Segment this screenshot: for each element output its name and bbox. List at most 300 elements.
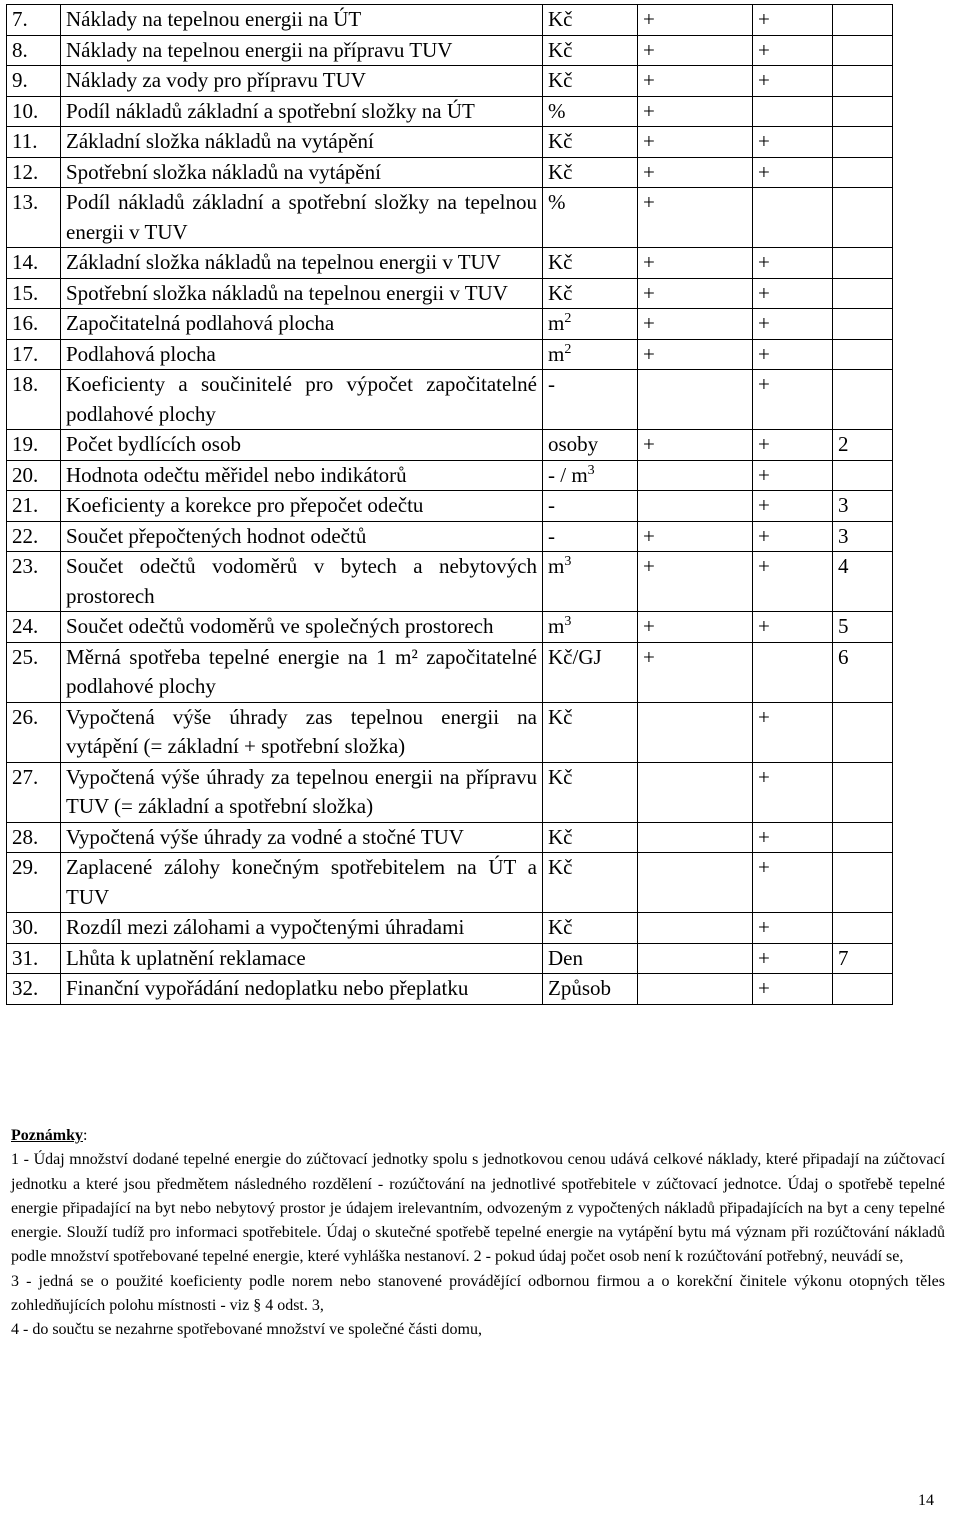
row-note-ref: [833, 642, 893, 702]
row-flag-a: [638, 278, 753, 309]
table-row: [7, 309, 893, 340]
page-number: 14: [918, 1492, 934, 1509]
row-flag-b: [753, 35, 833, 66]
row-number-text: 10.: [12, 98, 39, 123]
billing-items-table: [6, 4, 893, 1005]
row-note-ref-text: 2: [838, 432, 849, 456]
row-flag-b: [753, 460, 833, 491]
row-label: [61, 460, 543, 491]
row-label-text: Započitatelná podlahová plocha: [66, 311, 335, 335]
unit-superscript: 2: [564, 311, 572, 326]
row-label: [61, 521, 543, 552]
row-number-text: 27.: [12, 764, 39, 789]
row-number: [7, 491, 61, 522]
row-label-text: Vypočtená výše úhrady za tepelnou energii na přípravu TUV (= základní a spotřební složka): [66, 764, 537, 818]
note-1: 1 - Údaj množství dodané tepelné energie do zúčtovací jednotky spolu s jednotkovou cenou udává celkové náklady, které připadají na zúčtovací jednotku a které jsou předmětem následného rozdělení - rozúčtování na jednotlivé spotřebitele v zúčtovací jednotce. Údaj o spotřebě tepelné energie připadající na byt nebo nebytový prostor je údajem irelevantním, odvozeným z vypočtených nákladů připadajících na byt a ceny tepelné energie. Slouží tudíž pro informaci spotřebitele. Údaj o skutečné spotřebě tepelné energie na vytápění bytu má význam při rozúčtování nákladů podle množství spotřebované tepelné energie, které vyhláška nestanoví. 2 - pokud údaj počet osob není k rozúčtování potřebný, neuvádí se,: [11, 1151, 945, 1266]
row-number-text: 26.: [12, 704, 39, 729]
table-row: [7, 762, 893, 822]
row-flag-a-text: +: [643, 523, 655, 548]
row-note-ref: [833, 943, 893, 974]
row-note-ref: [833, 460, 893, 491]
row-unit: [543, 552, 638, 612]
row-label-text: Součet přepočtených hodnot odečtů: [66, 523, 367, 548]
unit-superscript: 3: [564, 554, 572, 569]
row-unit-text: -: [548, 493, 555, 517]
row-flag-a: [638, 642, 753, 702]
row-flag-b-text: +: [758, 7, 770, 31]
note-4: 4 - do součtu se nezahrne spotřebované množství ve společné části domu,: [11, 1321, 482, 1339]
row-number-text: 7.: [12, 7, 28, 31]
row-flag-b-text: +: [758, 432, 770, 456]
row-flag-b: [753, 309, 833, 340]
row-flag-a: [638, 974, 753, 1005]
row-label: [61, 491, 543, 522]
row-number: [7, 127, 61, 158]
row-flag-b: [753, 370, 833, 430]
table-row: [7, 521, 893, 552]
table-row: [7, 248, 893, 279]
row-number: [7, 822, 61, 853]
row-flag-a: [638, 943, 753, 974]
row-number-text: 24.: [12, 614, 39, 638]
row-flag-b: [753, 339, 833, 370]
row-number-text: 15.: [12, 280, 39, 305]
notes-heading: Poznámky: [11, 1127, 83, 1144]
row-label: [61, 248, 543, 279]
row-note-ref: [833, 309, 893, 340]
row-label-text: Spotřební složka nákladů na vytápění: [66, 159, 381, 184]
row-number: [7, 248, 61, 279]
row-flag-b-text: +: [758, 976, 770, 1000]
table-row: [7, 339, 893, 370]
row-unit-text: %: [548, 98, 566, 123]
row-label: [61, 127, 543, 158]
row-note-ref: [833, 430, 893, 461]
row-flag-a-text: +: [643, 37, 655, 62]
row-note-ref: [833, 157, 893, 188]
row-flag-a: [638, 491, 753, 522]
row-number-text: 28.: [12, 824, 39, 849]
row-flag-a: [638, 96, 753, 127]
row-label-text: Počet bydlících osob: [66, 432, 241, 456]
row-flag-a: [638, 188, 753, 248]
row-unit: [543, 913, 638, 944]
row-note-ref: [833, 612, 893, 643]
row-flag-b: [753, 521, 833, 552]
row-flag-b: [753, 943, 833, 974]
row-number: [7, 702, 61, 762]
row-flag-b: [753, 612, 833, 643]
row-unit: [543, 188, 638, 248]
row-flag-b: [753, 552, 833, 612]
row-flag-b: [753, 127, 833, 158]
row-flag-b-text: +: [758, 764, 770, 789]
row-flag-b-text: +: [758, 855, 770, 879]
row-flag-b: [753, 762, 833, 822]
table-row: [7, 642, 893, 702]
table-row: [7, 96, 893, 127]
row-number-text: 23.: [12, 554, 39, 578]
row-number: [7, 430, 61, 461]
row-flag-a: [638, 460, 753, 491]
row-flag-b-text: +: [758, 824, 770, 849]
row-label: [61, 35, 543, 66]
row-label: [61, 96, 543, 127]
row-number-text: 19.: [12, 432, 39, 456]
row-unit: [543, 370, 638, 430]
row-flag-a-text: +: [643, 68, 655, 92]
row-number-text: 11.: [12, 129, 38, 153]
row-number: [7, 188, 61, 248]
row-flag-b-text: +: [758, 341, 770, 366]
row-number: [7, 913, 61, 944]
row-number: [7, 5, 61, 36]
table-row: [7, 5, 893, 36]
row-unit: [543, 66, 638, 97]
row-label: [61, 762, 543, 822]
unit-superscript: 3: [564, 614, 572, 629]
row-label-text: Koeficienty a korekce pro přepočet odečtu: [66, 493, 424, 517]
row-label: [61, 702, 543, 762]
row-unit-text: Kč: [548, 280, 573, 305]
row-flag-b: [753, 96, 833, 127]
row-label: [61, 188, 543, 248]
row-unit-text: m: [548, 311, 565, 335]
row-flag-b-text: +: [758, 129, 770, 153]
row-flag-a: [638, 430, 753, 461]
row-note-ref: [833, 96, 893, 127]
row-number: [7, 552, 61, 612]
row-flag-b: [753, 974, 833, 1005]
notes-section: [11, 1124, 945, 1343]
row-flag-b: [753, 248, 833, 279]
row-unit: [543, 702, 638, 762]
row-unit: [543, 248, 638, 279]
row-note-ref: [833, 127, 893, 158]
row-flag-b: [753, 491, 833, 522]
row-flag-b-text: +: [758, 554, 770, 578]
row-flag-a-text: +: [643, 190, 655, 214]
row-unit: [543, 278, 638, 309]
row-label-text: Základní složka nákladů na tepelnou energii v TUV: [66, 250, 501, 274]
notes-heading-colon: :: [83, 1127, 88, 1144]
row-note-ref-text: 6: [838, 644, 849, 669]
row-label-text: Základní složka nákladů na vytápění: [66, 129, 374, 153]
row-note-ref: [833, 974, 893, 1005]
row-unit-text: Kč: [548, 855, 573, 879]
row-flag-a: [638, 702, 753, 762]
row-unit-text: m: [548, 341, 565, 366]
row-unit-text: %: [548, 190, 566, 214]
row-unit-text: Kč: [548, 37, 573, 62]
row-note-ref: [833, 370, 893, 430]
row-label: [61, 552, 543, 612]
row-note-ref-text: 7: [838, 945, 849, 970]
row-flag-b: [753, 5, 833, 36]
row-unit: [543, 5, 638, 36]
row-note-ref: [833, 491, 893, 522]
row-flag-a: [638, 309, 753, 340]
row-flag-a-text: +: [643, 432, 655, 456]
row-unit-text: Kč: [548, 704, 573, 729]
table-body: [7, 5, 893, 1005]
row-number: [7, 974, 61, 1005]
row-flag-b-text: +: [758, 37, 770, 62]
table-row: [7, 35, 893, 66]
row-label-text: Lhůta k uplatnění reklamace: [66, 945, 306, 970]
row-flag-b-text: +: [758, 68, 770, 92]
row-number: [7, 339, 61, 370]
row-label: [61, 943, 543, 974]
row-number-text: 31.: [12, 945, 39, 970]
row-number: [7, 853, 61, 913]
row-label-text: Rozdíl mezi zálohami a vypočtenými úhradami: [66, 915, 465, 939]
table-row: [7, 913, 893, 944]
row-note-ref: [833, 188, 893, 248]
row-note-ref-text: 4: [838, 554, 849, 578]
table-row: [7, 853, 893, 913]
row-label-text: Hodnota odečtu měřidel nebo indikátorů: [66, 462, 407, 487]
row-flag-a: [638, 552, 753, 612]
row-unit-text: Kč: [548, 824, 573, 849]
row-note-ref: [833, 339, 893, 370]
unit-superscript: 2: [564, 341, 572, 357]
row-number-text: 25.: [12, 644, 39, 669]
row-flag-b-text: +: [758, 159, 770, 184]
row-unit: [543, 822, 638, 853]
row-number: [7, 96, 61, 127]
row-label-text: Podíl nákladů základní a spotřební složky na ÚT: [66, 98, 475, 123]
row-unit-text: m: [548, 554, 565, 578]
row-unit: [543, 460, 638, 491]
table-row: [7, 612, 893, 643]
row-flag-a: [638, 762, 753, 822]
table-row: [7, 370, 893, 430]
row-unit: [543, 491, 638, 522]
row-unit: [543, 339, 638, 370]
row-number: [7, 309, 61, 340]
row-flag-b: [753, 66, 833, 97]
row-number-text: 32.: [12, 976, 39, 1000]
table-row: [7, 127, 893, 158]
row-unit-text: Kč: [548, 68, 573, 92]
row-label-text: Zaplacené zálohy konečným spotřebitelem na ÚT a TUV: [66, 855, 537, 909]
notes-heading-line: [11, 1124, 945, 1148]
row-flag-a: [638, 853, 753, 913]
row-flag-a-text: +: [643, 7, 655, 31]
row-number-text: 14.: [12, 250, 39, 274]
row-label: [61, 278, 543, 309]
row-number-text: 21.: [12, 493, 39, 517]
row-label: [61, 157, 543, 188]
row-flag-b: [753, 430, 833, 461]
row-label-text: Vypočtená výše úhrady zas tepelnou energii na vytápění (= základní + spotřební složka): [66, 704, 537, 758]
row-flag-a: [638, 35, 753, 66]
row-note-ref-text: 3: [838, 523, 849, 548]
row-flag-b-text: +: [758, 372, 770, 396]
row-unit: [543, 974, 638, 1005]
row-number-text: 12.: [12, 159, 39, 184]
row-flag-b: [753, 853, 833, 913]
row-label: [61, 974, 543, 1005]
row-note-ref: [833, 552, 893, 612]
row-label: [61, 612, 543, 643]
row-unit-text: Kč: [548, 764, 573, 789]
row-note-ref-text: 3: [838, 493, 849, 517]
row-unit: [543, 96, 638, 127]
row-flag-a-text: +: [643, 129, 655, 153]
row-note-ref: [833, 521, 893, 552]
row-note-ref: [833, 762, 893, 822]
row-unit: [543, 943, 638, 974]
row-number-text: 17.: [12, 341, 39, 366]
row-label: [61, 430, 543, 461]
row-flag-a-text: +: [643, 554, 655, 578]
row-number: [7, 521, 61, 552]
row-unit-text: Kč: [548, 159, 573, 184]
table-row: [7, 278, 893, 309]
row-flag-a-text: +: [643, 98, 655, 123]
row-label: [61, 853, 543, 913]
row-flag-b-text: +: [758, 704, 770, 729]
row-number: [7, 278, 61, 309]
row-flag-a-text: +: [643, 250, 655, 274]
table-row: [7, 460, 893, 491]
row-number-text: 18.: [12, 372, 39, 396]
row-unit: [543, 642, 638, 702]
row-unit-text: Způsob: [548, 976, 611, 1000]
note-3: 3 - jedná se o použité koeficienty podle norem nebo stanovené provádějící odbornou firmou a o korekční činitele výkonu otopných těles zohledňujících polohu místnosti - viz § 4 odst. 3,: [11, 1272, 945, 1315]
row-flag-a-text: +: [643, 159, 655, 184]
row-flag-b-text: +: [758, 614, 770, 638]
row-flag-b: [753, 278, 833, 309]
row-flag-a: [638, 370, 753, 430]
row-unit-text: Kč: [548, 129, 573, 153]
row-unit-text: Kč/GJ: [548, 644, 602, 669]
row-number: [7, 66, 61, 97]
row-flag-a: [638, 822, 753, 853]
row-flag-a: [638, 157, 753, 188]
row-label: [61, 822, 543, 853]
row-unit: [543, 521, 638, 552]
row-number-text: 16.: [12, 311, 39, 335]
row-flag-b-text: +: [758, 311, 770, 335]
row-flag-a-text: +: [643, 644, 655, 669]
row-flag-a: [638, 66, 753, 97]
row-label: [61, 370, 543, 430]
row-number: [7, 642, 61, 702]
row-label-text: Koeficienty a součinitelé pro výpočet započitatelné podlahové plochy: [66, 372, 537, 426]
row-flag-b: [753, 157, 833, 188]
row-number-text: 29.: [12, 855, 39, 879]
row-flag-a-text: +: [643, 311, 655, 335]
row-number: [7, 612, 61, 643]
row-unit-text: Kč: [548, 7, 573, 31]
row-flag-b-text: +: [758, 523, 770, 548]
table-row: [7, 943, 893, 974]
table-row: [7, 491, 893, 522]
row-unit-text: Kč: [548, 250, 573, 274]
row-flag-b: [753, 822, 833, 853]
row-note-ref: [833, 822, 893, 853]
row-flag-a: [638, 127, 753, 158]
row-label-text: Vypočtená výše úhrady za vodné a stočné TUV: [66, 824, 464, 849]
row-flag-b-text: +: [758, 945, 770, 970]
table-row: [7, 552, 893, 612]
row-flag-a: [638, 5, 753, 36]
row-number-text: 22.: [12, 523, 39, 548]
row-note-ref: [833, 702, 893, 762]
table-row: [7, 430, 893, 461]
row-label-text: Náklady na tepelnou energii na přípravu TUV: [66, 37, 453, 62]
row-label-text: Měrná spotřeba tepelné energie na 1 m² započitatelné podlahové plochy: [66, 644, 537, 698]
row-unit-text: m: [548, 614, 565, 638]
row-label-text: Podíl nákladů základní a spotřební složky na tepelnou energii v TUV: [66, 190, 537, 244]
table-row: [7, 974, 893, 1005]
row-number: [7, 943, 61, 974]
row-label-text: Náklady na tepelnou energii na ÚT: [66, 7, 362, 31]
row-label: [61, 339, 543, 370]
row-label: [61, 66, 543, 97]
row-unit: [543, 762, 638, 822]
row-label-text: Spotřební složka nákladů na tepelnou energii v TUV: [66, 280, 508, 305]
row-unit-text: - / m: [548, 462, 588, 487]
row-label: [61, 913, 543, 944]
row-note-ref: [833, 278, 893, 309]
row-unit: [543, 612, 638, 643]
row-flag-b-text: +: [758, 493, 770, 517]
row-flag-b: [753, 913, 833, 944]
row-unit-text: osoby: [548, 432, 599, 456]
row-number-text: 13.: [12, 190, 39, 214]
table-row: [7, 188, 893, 248]
row-unit: [543, 853, 638, 913]
row-note-ref: [833, 913, 893, 944]
row-flag-b-text: +: [758, 280, 770, 305]
row-number-text: 30.: [12, 915, 39, 939]
row-flag-a: [638, 521, 753, 552]
table-row: [7, 66, 893, 97]
row-flag-b: [753, 188, 833, 248]
row-unit-text: -: [548, 523, 555, 548]
row-label-text: Součet odečtů vodoměrů ve společných prostorech: [66, 614, 494, 638]
row-flag-a-text: +: [643, 280, 655, 305]
row-flag-a-text: +: [643, 341, 655, 366]
row-number-text: 20.: [12, 462, 39, 487]
row-label: [61, 642, 543, 702]
row-unit: [543, 127, 638, 158]
row-unit: [543, 430, 638, 461]
row-label: [61, 5, 543, 36]
row-flag-b: [753, 702, 833, 762]
row-note-ref: [833, 248, 893, 279]
row-unit-text: -: [548, 372, 555, 396]
row-unit-text: Kč: [548, 915, 573, 939]
row-note-ref-text: 5: [838, 614, 849, 638]
row-number-text: 8.: [12, 37, 28, 62]
row-unit: [543, 157, 638, 188]
row-number: [7, 370, 61, 430]
row-number: [7, 762, 61, 822]
row-label-text: Součet odečtů vodoměrů v bytech a nebytových prostorech: [66, 554, 537, 608]
row-unit: [543, 309, 638, 340]
row-unit-text: Den: [548, 945, 583, 970]
row-flag-b-text: +: [758, 915, 770, 939]
row-flag-a: [638, 612, 753, 643]
row-flag-a: [638, 913, 753, 944]
row-label-text: Podlahová plocha: [66, 341, 216, 366]
row-label-text: Náklady za vody pro přípravu TUV: [66, 68, 366, 92]
